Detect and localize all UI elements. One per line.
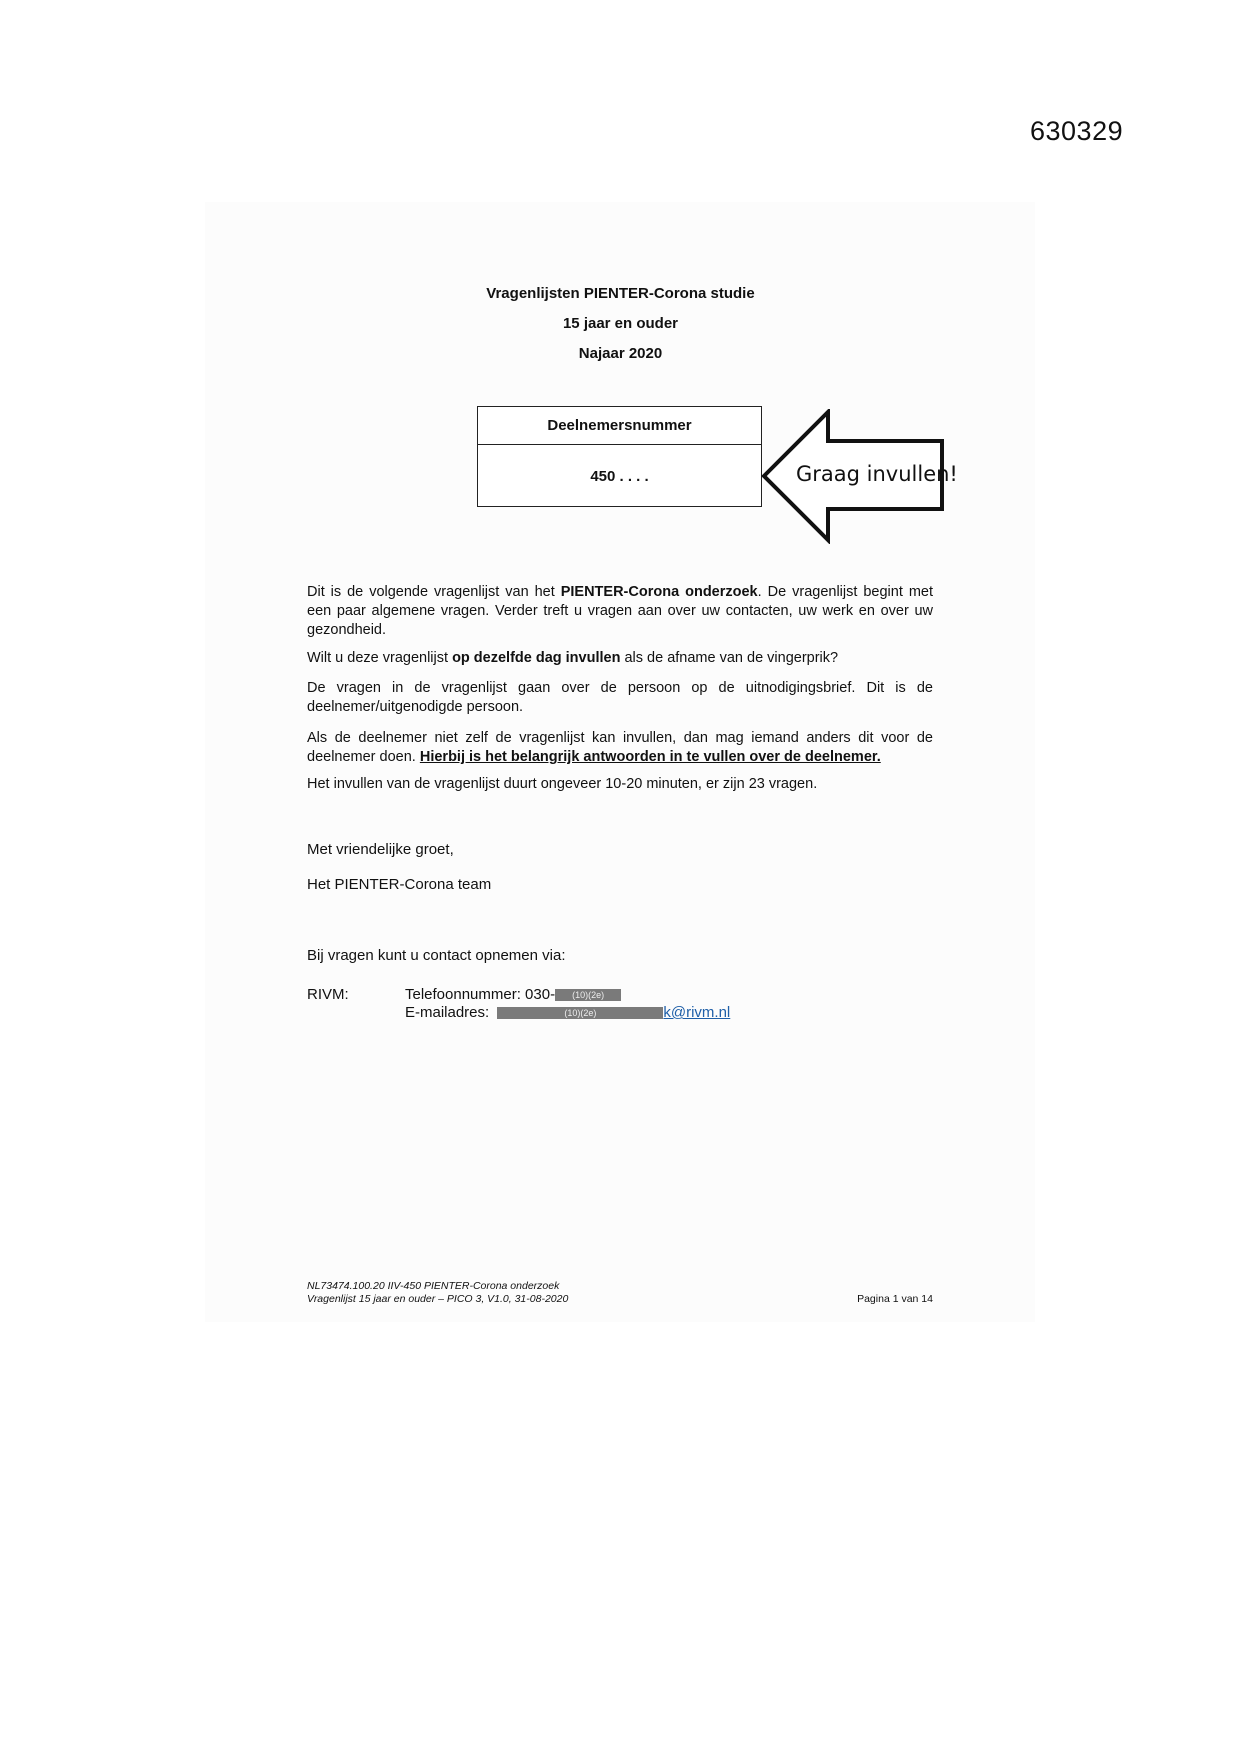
study-name-bold: PIENTER-Corona onderzoek xyxy=(560,584,758,600)
contact-intro: Bij vragen kunt u contact opnemen via: xyxy=(307,947,566,964)
document-season: Najaar 2020 xyxy=(578,345,663,362)
document-title: Vragenlijsten PIENTER-Corona studie xyxy=(486,285,755,302)
email-link[interactable]: k@rivm.nl xyxy=(663,1004,731,1021)
intro-text-end: . De vragenlijst begint met een paar algemene vragen. Verder treft u vragen aan over uw contacten, uw werk en over uw gezondheid. xyxy=(307,584,933,638)
email-label: E-mailadres: xyxy=(405,1004,490,1021)
closing-greeting: Met vriendelijke groet, xyxy=(307,841,454,858)
subject-paragraph: De vragen in de vragenlijst gaan over de persoon op de uitnodigingsbrief. Dit is de deelnemer/uitgenodigde persoon. xyxy=(307,680,933,715)
arrow-callout-text: Graag invullen! xyxy=(796,462,958,486)
proxy-text: Als de deelnemer niet zelf de vragenlijst kan invullen, dan mag iemand anders dit voor de deelnemer doen. xyxy=(307,730,933,765)
participant-number-box xyxy=(477,406,762,507)
duration-paragraph: Het invullen van de vragenlijst duurt ongeveer 10-20 minuten, er zijn 23 vragen. xyxy=(307,776,818,792)
participant-number-label: Deelnemersnummer xyxy=(478,407,761,445)
phone-redaction: (10)(2e) xyxy=(555,989,621,1001)
same-day-bold: op dezelfde dag invullen xyxy=(452,650,621,666)
contact-email-line xyxy=(405,1004,730,1021)
footer-reference-line1: NL73474.100.20 IIV-450 PIENTER-Corona onderzoek xyxy=(307,1280,560,1292)
document-stamp-number: 630329 xyxy=(1030,116,1124,146)
contact-org-label: RIVM: xyxy=(307,986,349,1003)
closing-signature: Het PIENTER-Corona team xyxy=(307,876,492,893)
document-age-group: 15 jaar en ouder xyxy=(562,315,679,332)
footer-reference xyxy=(307,1280,568,1306)
phone-label: Telefoonnummer: 030- xyxy=(405,986,556,1003)
contact-phone-line xyxy=(405,986,621,1003)
same-day-text-end: als de afname van de vingerprik? xyxy=(620,650,839,666)
same-day-text: Wilt u deze vragenlijst xyxy=(307,650,453,666)
intro-text: Dit is de volgende vragenlijst van het xyxy=(307,584,561,600)
email-redaction: (10)(2e) xyxy=(497,1007,663,1019)
intro-paragraph xyxy=(307,583,933,640)
participant-number-field[interactable]: 450 . . . . xyxy=(590,468,649,485)
same-day-paragraph xyxy=(307,649,933,668)
footer-reference-line2: Vragenlijst 15 jaar en ouder – PICO 3, V1.0, 31-08-2020 xyxy=(307,1293,569,1305)
footer-page-number: Pagina 1 van 14 xyxy=(857,1293,933,1305)
proxy-important-note: Hierbij is het belangrijk antwoorden in te vullen over de deelnemer. xyxy=(419,749,881,765)
proxy-paragraph xyxy=(307,729,933,767)
